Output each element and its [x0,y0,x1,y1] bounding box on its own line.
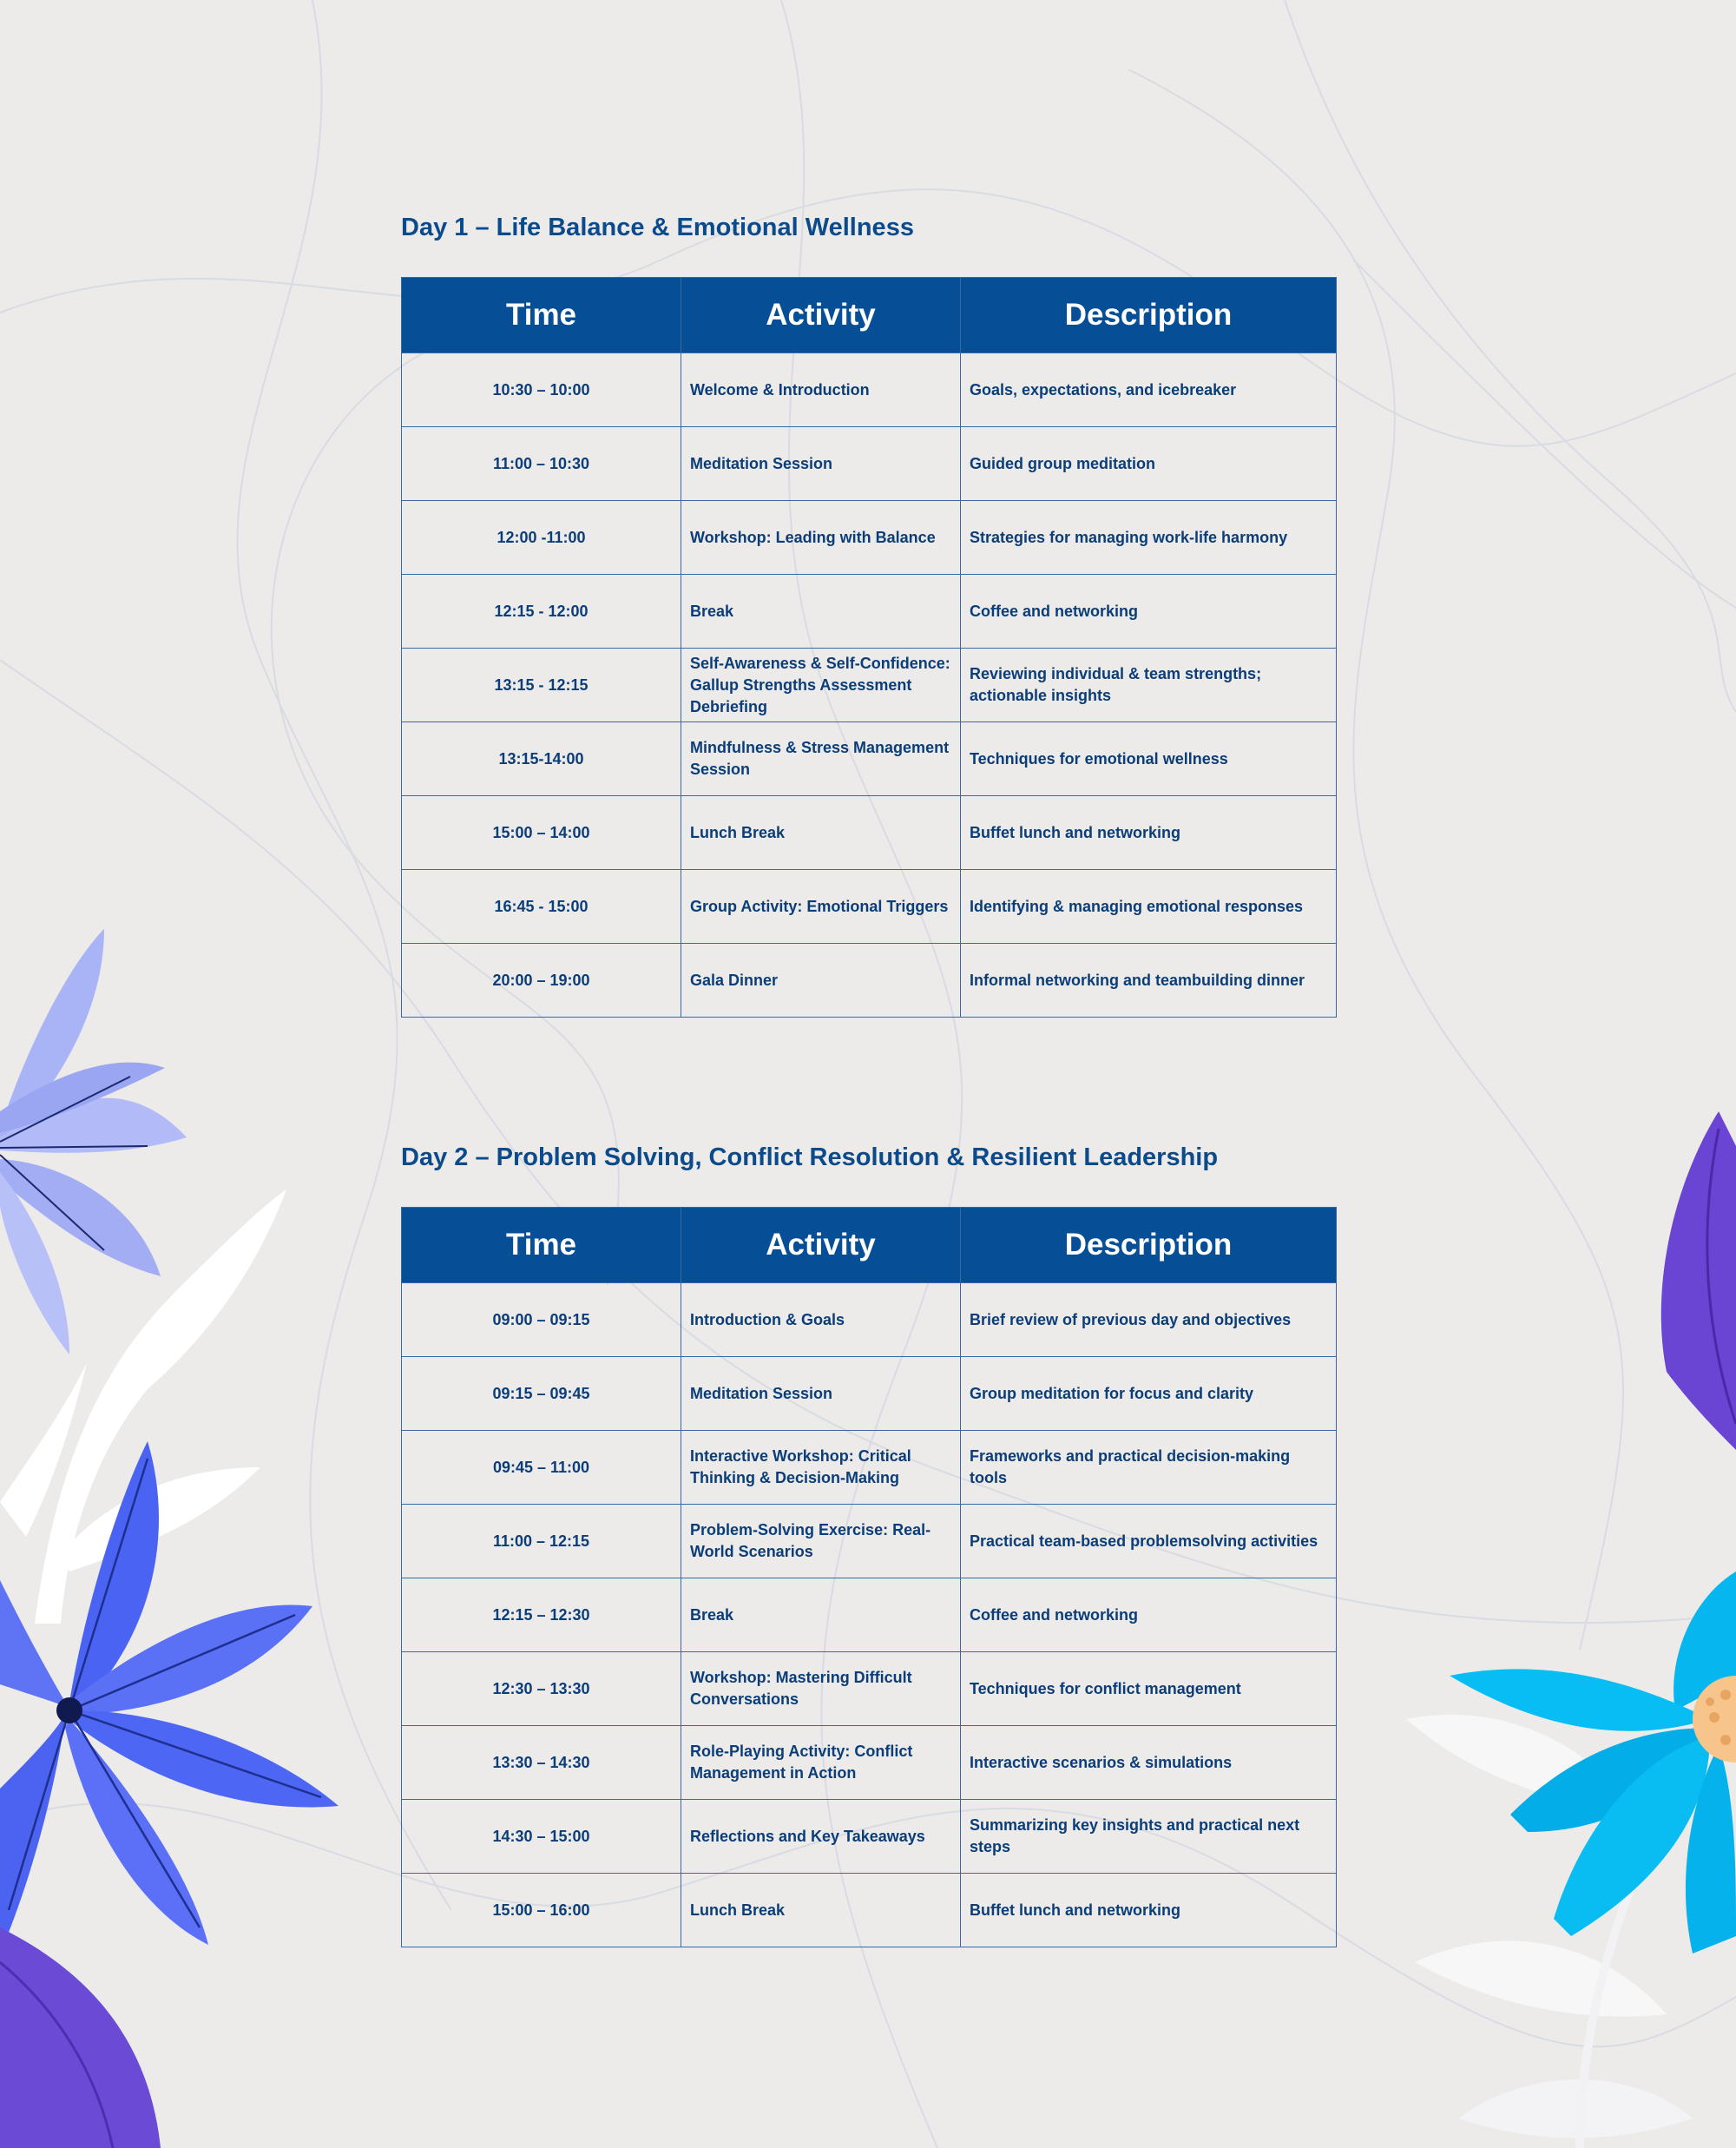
day2-title: Day 2 – Problem Solving, Conflict Resolution & Resilient Leadership [401,1143,1219,1171]
time-cell: 11:00 – 12:15 [402,1505,681,1578]
table-row [402,1505,1337,1578]
purple-leaf-bottom-left [0,1927,174,2148]
table-row [402,944,1337,1018]
purple-leaf-right [1649,1111,1736,1459]
description-cell: Identifying & managing emotional responses [961,870,1337,944]
table-row [402,353,1337,427]
time-cell: 13:15-14:00 [402,722,681,796]
table-row [402,1578,1337,1652]
table-row [402,722,1337,796]
activity-cell: Group Activity: Emotional Triggers [681,870,961,944]
table-header-row [402,278,1337,353]
day1-schedule-table [401,277,1337,1018]
activity-cell: Introduction & Goals [681,1283,961,1357]
table-row [402,1800,1337,1874]
time-cell: 20:00 – 19:00 [402,944,681,1018]
time-cell: 09:00 – 09:15 [402,1283,681,1357]
table-header-row [402,1208,1337,1283]
activity-cell: Welcome & Introduction [681,353,961,427]
table-row [402,870,1337,944]
description-cell: Brief review of previous day and objectives [961,1283,1337,1357]
table-row [402,1431,1337,1505]
activity-cell: Role-Playing Activity: Conflict Management in Action [681,1726,961,1800]
description-cell: Buffet lunch and networking [961,1874,1337,1947]
activity-cell: Workshop: Leading with Balance [681,501,961,575]
table-row [402,1874,1337,1947]
activity-cell: Meditation Session [681,1357,961,1431]
activity-cell: Mindfulness & Stress Management Session [681,722,961,796]
time-cell: 12:30 – 13:30 [402,1652,681,1726]
table-row [402,1726,1337,1800]
activity-cell: Break [681,575,961,649]
activity-cell: Break [681,1578,961,1652]
description-cell: Buffet lunch and networking [961,796,1337,870]
description-cell: Interactive scenarios & simulations [961,1726,1337,1800]
activity-cell: Meditation Session [681,427,961,501]
time-cell: 12:15 - 12:00 [402,575,681,649]
header-time: Time [402,1208,681,1283]
description-cell: Group meditation for focus and clarity [961,1357,1337,1431]
header-time: Time [402,278,681,353]
time-cell: 10:30 – 10:00 [402,353,681,427]
blue-flower-illustration [0,1424,347,1962]
description-cell: Strategies for managing work-life harmony [961,501,1337,575]
time-cell: 14:30 – 15:00 [402,1800,681,1874]
time-cell: 11:00 – 10:30 [402,427,681,501]
description-cell: Practical team-based problemsolving activities [961,1505,1337,1578]
description-cell: Frameworks and practical decision-making tools [961,1431,1337,1505]
description-cell: Goals, expectations, and icebreaker [961,353,1337,427]
description-cell: Guided group meditation [961,427,1337,501]
time-cell: 12:00 -11:00 [402,501,681,575]
description-cell: Coffee and networking [961,575,1337,649]
header-activity: Activity [681,1208,961,1283]
time-cell: 09:45 – 11:00 [402,1431,681,1505]
table-row [402,427,1337,501]
description-cell: Reviewing individual & team strengths; actionable insights [961,649,1337,722]
description-cell: Informal networking and teambuilding dinner [961,944,1337,1018]
table-row [402,575,1337,649]
description-cell: Techniques for conflict management [961,1652,1337,1726]
day1-title: Day 1 – Life Balance & Emotional Wellness [401,214,914,241]
activity-cell: Workshop: Mastering Difficult Conversations [681,1652,961,1726]
table-row [402,1357,1337,1431]
time-cell: 12:15 – 12:30 [402,1578,681,1652]
time-cell: 13:15 - 12:15 [402,649,681,722]
time-cell: 09:15 – 09:45 [402,1357,681,1431]
description-cell: Coffee and networking [961,1578,1337,1652]
time-cell: 15:00 – 14:00 [402,796,681,870]
header-activity: Activity [681,278,961,353]
table-row [402,649,1337,722]
day2-schedule-table [401,1207,1337,1947]
table-row [402,501,1337,575]
activity-cell: Problem-Solving Exercise: Real-World Scenarios [681,1505,961,1578]
time-cell: 15:00 – 16:00 [402,1874,681,1947]
activity-cell: Reflections and Key Takeaways [681,1800,961,1874]
table-row [402,1283,1337,1357]
activity-cell: Self-Awareness & Self-Confidence: Gallup Strengths Assessment Debriefing [681,649,961,722]
time-cell: 16:45 - 15:00 [402,870,681,944]
activity-cell: Lunch Break [681,796,961,870]
description-cell: Techniques for emotional wellness [961,722,1337,796]
table-row [402,1652,1337,1726]
activity-cell: Gala Dinner [681,944,961,1018]
activity-cell: Interactive Workshop: Critical Thinking & Decision-Making [681,1431,961,1505]
header-description: Description [961,278,1337,353]
activity-cell: Lunch Break [681,1874,961,1947]
table-row [402,796,1337,870]
time-cell: 13:30 – 14:30 [402,1726,681,1800]
description-cell: Summarizing key insights and practical next steps [961,1800,1337,1874]
header-description: Description [961,1208,1337,1283]
cyan-flower-illustration [1450,1467,1736,1954]
